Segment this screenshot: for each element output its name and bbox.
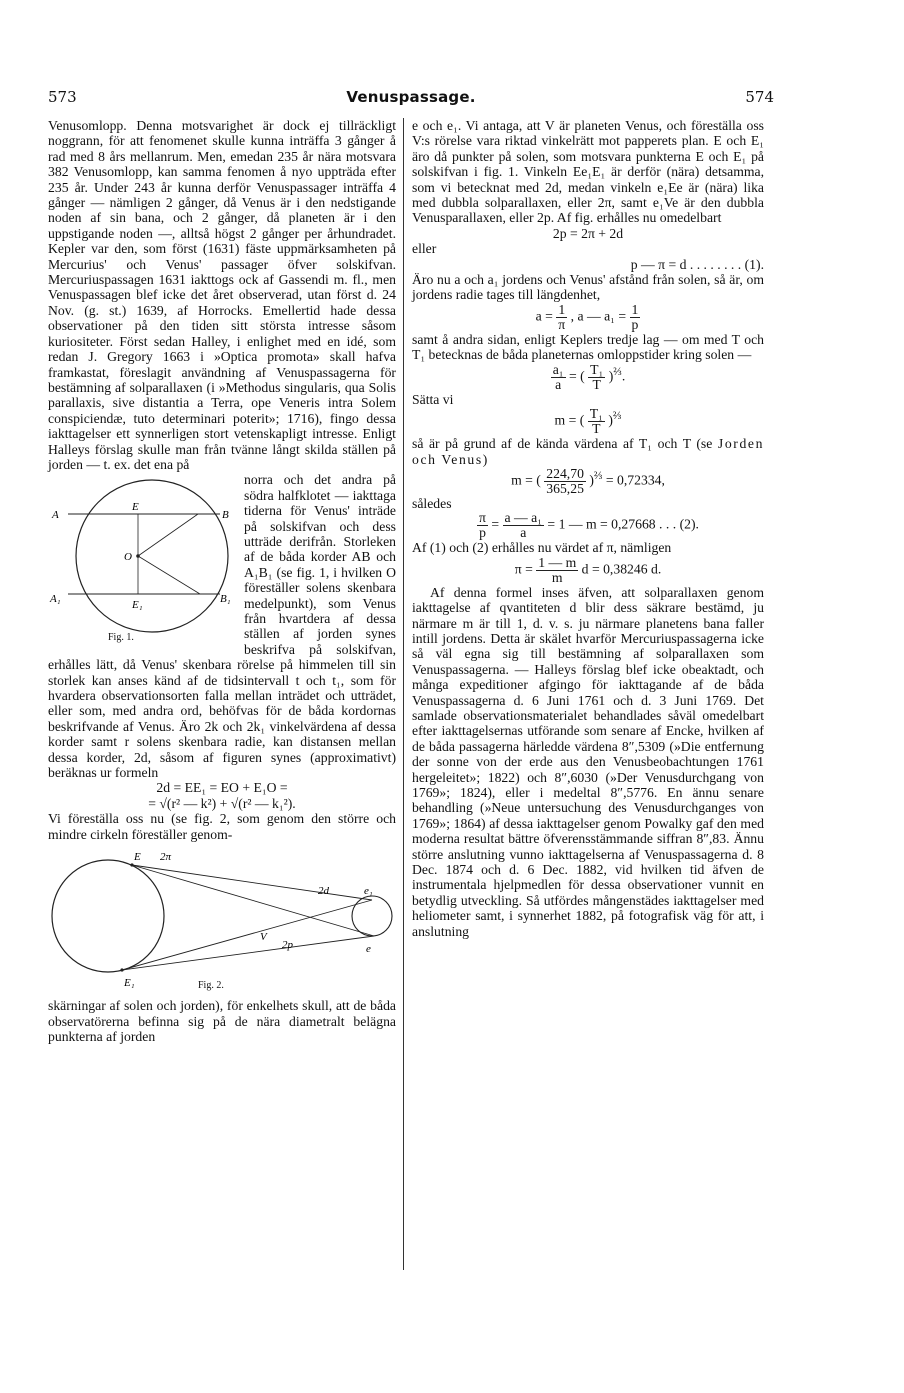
right-equation-1: 2p = 2π + 2d [552, 225, 624, 241]
fig1-label-B1: B₁ [220, 593, 231, 606]
eq5-T: T [592, 421, 601, 437]
fig2-label-e: e [366, 943, 371, 956]
fig1-label-E: E [132, 501, 139, 514]
eq8-pi: π = [514, 561, 533, 577]
eq8-num: 1 — m [538, 554, 577, 570]
right-equation-6: m = ( $\frac{224,70}{365,25}$ )$^{\frac{2}{3}}$ = 0,72334, [511, 465, 665, 496]
fig2-label-2d: 2d [318, 885, 329, 898]
eq7-lhs [477, 511, 488, 540]
right-equation-3 [412, 303, 764, 332]
left-paragraph-1: Venusomlopp. Denna motsvarighet är dock ej tillräckligt noggrann, för att fenomenet skulle kunna inträffa 3 gånger å rad med 8 års mellanrum. Men, emedan 235 år nära motsvara 382 Venusomlopp, kan samma fenomen å nyo uppträda efter 235 år. Under 243 år kunna derför Venuspassager inträffa 4 gånger — nämligen 2 gånger, då Venus är i den nedstigande noden af sin bana, och 2 gånger, då planeten är i den uppstigande noden —, alltså högst 2 gånger per århundradet. Kepler var den, som först (1631) fäste uppmärksamheten på Mercurius' och Venus' passager öfver solskifvan. Mercuriuspassagen 1631 iakttogs ock af Gassendi m. fl., men Venuspassagen blef icke det året observerad, utan först d. 24 Nov. (g. st.) 1639, af Horrocks. Emellertid hade dessa observationer på den tiden sitt största intresse såsom kuriositeter. Först sedan Halley, i enlighet med en idé, som redan J. Gregory 1663 i »Optica promota» skall hafva framkastat, föreslagit användning af Venuspassagerna för bestämning af solparallaxen (i »Methodus singularis, qua Solis parallaxis, sive distantia a Terra, ope Veneris intra Solem conspiciendæ, tuto determinari poterit»; 1716), fingo dessa iakttagelser ett synnerligen stort vetenskapligt intresse. Enligt Halleys förslag skulle man från tvänne långt skilda ställen på jorden — t. ex. det ena på [48, 118, 396, 472]
fig2-label-2pi: 2π [160, 851, 172, 864]
eq8-frac [536, 556, 578, 585]
eq3-a: a = [535, 308, 553, 324]
eq6-frac [544, 467, 586, 496]
right-paragraph-4 [412, 436, 764, 467]
eq7-pi: π [479, 510, 486, 526]
eq5-m: m = [554, 412, 577, 428]
eq4-num: a₁ [552, 361, 564, 377]
eq6-result: = 0,72334, [605, 472, 665, 488]
p4-text: så är på grund af de kända värdena af T₁ och T (se [412, 436, 713, 452]
figure-2-caption: Fig. 2. [198, 980, 224, 992]
left-equation-2: = √(r² — k²) + √(r² — k₁²). [148, 795, 296, 811]
right-paragraph-5: Af (1) och (2) erhålles nu värdet af π, nämligen [412, 540, 672, 556]
eq3-num-1: 1 [556, 303, 567, 318]
eq3-den-p: p [631, 316, 639, 332]
eq7-p: p [479, 525, 486, 541]
page-header [48, 88, 774, 112]
right-paragraph-2: Äro nu a och a₁ jordens och Venus' afstånd från solen, så är, om jordens radie tages till längdenhet, [412, 272, 764, 303]
page-number-left: 573 [48, 88, 77, 106]
left-paragraph-3: Vi föreställa oss nu (se fig. 2, som genom den större och mindre cirkeln föreställer genom- [48, 811, 396, 842]
right-equation-5: m = ( $\frac{\text{T₁}}{T}$ )$^{\frac{2}{3}}$ [554, 406, 622, 437]
eq8-den: m [551, 569, 563, 585]
eq8-result: d = 0,38246 d. [581, 561, 662, 577]
figure-2 [48, 846, 396, 996]
left-column [48, 118, 396, 1044]
fig2-label-e1: e₁ [364, 885, 373, 898]
left-equation-1: 2d = EE₁ = EO + E₁O = [156, 780, 288, 796]
eq3-num-2: 1 [631, 301, 639, 317]
fig1-label-O: O [124, 551, 132, 564]
left-paragraph-4: skärningar af solen och jorden), för enkelhets skull, att de båda observatörerna befinna sig på de nära diametralt belägna punkterna af jorden [48, 998, 396, 1044]
right-text-eller: eller [412, 241, 437, 257]
eq5-exponent: ⅔ [612, 410, 622, 423]
figure-1 [48, 474, 236, 646]
fig2-label-E1: E₁ [124, 977, 135, 990]
eq4-rhs [588, 363, 605, 392]
figure-1-diagram [48, 474, 236, 646]
right-equation-2: p — π = d . . . . . . . . (1). [630, 256, 764, 272]
eq4-T1: T₁ [590, 361, 604, 377]
right-equation-7: $\frac{\pi}{p}$ = $\frac{\text{a — a₁}}{a}$ = 1 — m = 0,27668 . . . (2). [479, 510, 699, 541]
fig1-label-B: B [222, 509, 229, 522]
right-equation-4: $\frac{\text{a₁}}{a}$ = ( $\frac{\text{T₁}}{T}$ )$^{\frac{2}{3}}$. [552, 361, 626, 392]
p4-close: ) [482, 451, 488, 467]
page-number-right: 574 [745, 88, 774, 106]
eq7-den: a [520, 525, 527, 541]
right-paragraph-3: samt å andra sidan, enligt Keplers tredje lag — om med T och T₁ betecknas de båda planeternas omloppstider kring solen — [412, 331, 764, 363]
right-text-satta: Sätta vi [412, 391, 454, 407]
eq3-mid: , a — a₁ = [570, 308, 627, 324]
figure-1-caption: Fig. 1. [108, 632, 134, 644]
eq4-den: a [555, 376, 562, 392]
eq6-den: 365,25 [546, 480, 584, 496]
eq7-num: a — a₁ [504, 510, 542, 526]
fig1-label-A: A [52, 509, 59, 522]
running-title: Venuspassage. [346, 88, 476, 106]
eq5-frac [588, 407, 605, 436]
right-text-saledes: således [412, 495, 452, 511]
eq3-frac-2 [630, 303, 641, 332]
eq3-frac-1 [556, 303, 567, 332]
eq3-den-pi: π [558, 316, 566, 332]
column-divider [403, 118, 404, 1270]
fig1-label-E1: E₁ [132, 599, 143, 612]
fig2-label-E: E [134, 851, 141, 864]
right-equation-8 [412, 556, 764, 585]
right-paragraph-6: Af denna formel inses äfven, att solparallaxen genom iakttagelse af qvantiteten d blir dess säkrare bestämd, ju närmare m är till 1, d. v. s. ju närmare planetens bana faller intill jordens. Detta är skälet hvarför Mercuriuspassagerna icke så väl egna sig till bestämning af solparallaxen som Venuspassagerna. — Halleys förslag blef icke obeaktadt, och många expeditioner afgingo för iakttagande af de båda Venuspassagerna d. 6 Juni 1761 och d. 3 Juni 1769. Det samlade observationsmaterialet behandlades såväl omedelbart efter iakttagelsernas utförande som senare af Encke, hvilken af de båda passagerna härledde värdena 8″,5309 (»Die entfernung der sonne von der erde aus den Venusbeobachtungen 1761 hergeleitet»; 1822) och 8″,6030 (»Der Venusdurchgang von 1769»; 1824), eller i medeltal 8″,5776. En ännu senare behandling (»Neue untersuchung des Venusdurchganges von 1769»; 1864) af dessa iakttagelser genom Powalky gaf den med moderna resultat bättre öfverensstämmande siffran 8″,83. Ännu större anslutning vunno iakttagelserna af Venuspassagerna d. 8 Dec. 1874 och d. 6 Dec. 1882, vid hvilken tid äfven de instrumentala hjelpmedlen för dessa observationer vunnit en betydlig utveckling. Så utfördes mångenstädes iakttagelser med heliometer samt, i synnerhet 1882, på fotografisk väg för att, i anslutning [412, 584, 764, 939]
right-column [412, 118, 764, 939]
left-paragraph-2: norra och det andra på södra halfklotet — iakttaga tiderna för Venus' inträde på solskifvan och dess utträde derifrån. Storleken af de båda korder AB och A₁B₁ (se fig. 1, i hvilken O föreställer solens skenbara medelpunkt), som Venus från hvartdera af dessa ställen af jorden synes beskrifva på solskifvan, erhålles lätt, då Venus' skenbara rörelse på himmelen till sin storlek kan anses känd af de tidsintervall t och t₁, som för hvardera observationsorten falla mellan inträdet och utträdet, eller som, med andra ord, behöfvas för de båda kordornas beskrifvande af Venus. Äro 2k och 2k₁ vinkelvärdena af dessa korder samt r solens skenbara radie, kan distansen mellan dessa korder, 2d, såsom af figuren synes (approximativt) beräknas ur formeln [48, 472, 396, 781]
fig2-label-2p: 2p [282, 939, 293, 952]
eq7-result: = 1 — m = 0,27668 . . . (2). [547, 516, 699, 532]
eq4-T: T [592, 376, 601, 392]
eq6-num: 224,70 [546, 465, 584, 481]
eq5-T1: T₁ [589, 406, 603, 422]
right-paragraph-1: e och e₁. Vi antaga, att V är planeten Venus, och föreställa oss V:s rörelse vara riktad vinkelrätt mot papperets plan. E och E₁ äro då punkter på solen, som motsvara punkterna E och E₁ på solskifvan i fig. 1. Vinkeln Ee₁E₁ är derför (nära) detsamma, som vi betecknat med 2d, medan vinkeln e₁Ee är (nära) lika med dubbla solparallaxen, eller 2π, samt e₁Ve är den dubbla Venusparallaxen, eller 2p. Af fig. erhålles nu omedelbart [412, 118, 764, 226]
figure-2-diagram [48, 846, 396, 996]
eq7-rhs [503, 511, 544, 540]
eq6-m: m = [511, 472, 533, 488]
eq6-exponent: ⅔ [593, 469, 603, 482]
eq4-lhs [551, 363, 566, 392]
fig1-label-A1: A₁ [50, 593, 61, 606]
eq4-exponent: ⅔ [613, 365, 622, 378]
p4-spaced: Jorden och Venus [412, 436, 765, 467]
fig2-label-V: V [260, 931, 267, 944]
